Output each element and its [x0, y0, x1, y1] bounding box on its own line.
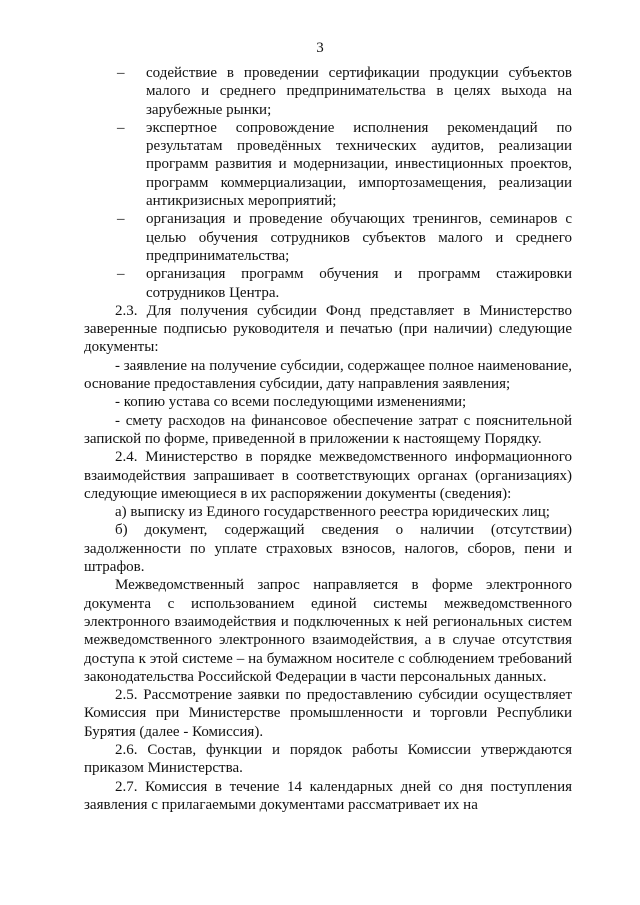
list-item — [84, 119, 572, 210]
list-marker: – — [117, 211, 125, 228]
paragraph-item-b: б) документ, содержащий сведения о наличии (отсутствии) задолженности по уплате страховых взносов, налогов, сборов, пени и штрафов. — [84, 522, 572, 576]
paragraph-2-6: 2.6. Состав, функции и порядок работы Комиссии утверждаются приказом Министерства. — [84, 741, 572, 777]
paragraph-cost-estimate-item: - смету расходов на финансовое обеспечение затрат с пояснительной запиской по форме, приведенной в приложении к настоящему Порядку. — [84, 412, 572, 447]
list-marker: – — [117, 119, 125, 136]
list-item-text: содействие в проведении сертификации продукции субъектов малого и среднего предпринимательства в целях выхода на зарубежные рынки; — [146, 65, 572, 118]
document-body — [84, 64, 572, 814]
paragraph-2-3: 2.3. Для получения субсидии Фонд представляет в Министерство заверенные подписью руководителя и печатью (при наличии) следующие документы: — [84, 302, 572, 356]
paragraph-interagency-request: Межведомственный запрос направляется в форме электронного документа с использованием единой системы межведомственного электронного взаимодействия и подключенных к ней региональных систем межведомственного электронного взаимодействия, а в случае отсутствия доступа к этой системе – на бумажном носителе с соблюдением требований законодательства Российской Федерации в части персональных данных. — [84, 577, 572, 685]
list-item-text: организация и проведение обучающих тренингов, семинаров с целью обучения сотрудников субъектов малого и среднего предпринимательства; — [146, 211, 572, 264]
paragraph-2-5: 2.5. Рассмотрение заявки по предоставлению субсидии осуществляет Комиссия при Министерстве промышленности и торговли Республики Бурятия (далее - Комиссия). — [84, 687, 572, 740]
paragraph-charter-copy-item: - копию устава со всеми последующими изменениями; — [115, 394, 467, 411]
list-marker: – — [117, 65, 125, 81]
list-marker: – — [117, 266, 125, 283]
list-item-text: экспертное сопровождение исполнения рекомендаций по результатам проведённых технических аудитов, реализации программ развития и модернизации, инвестиционных проектов, программ коммерциализации, импортозамещения, реализации антикризисных мероприятий; — [146, 119, 572, 210]
paragraph-2-7: 2.7. Комиссия в течение 14 календарных дней со дня поступления заявления с прилагаемыми документами рассматривает их на — [84, 778, 572, 813]
paragraph-item-a: а) выписку из Единого государственного реестра юридических лиц; — [115, 504, 550, 521]
list-item-text: организация программ обучения и программ стажировки сотрудников Центра. — [146, 266, 572, 301]
paragraph-2-4: 2.4. Министерство в порядке межведомственного информационного взаимодействия запрашивает в соответствующих органах (организациях) следующие имеющиеся в их распоряжении документы (сведения): — [84, 449, 572, 502]
list-item — [84, 64, 572, 119]
list-item — [84, 265, 572, 302]
page-number: 3 — [316, 40, 324, 56]
list-item — [84, 210, 572, 265]
paragraph-application-item: - заявление на получение субсидии, содержащее полное наименование, основание предоставления субсидии, дату направления заявления; — [84, 357, 572, 393]
